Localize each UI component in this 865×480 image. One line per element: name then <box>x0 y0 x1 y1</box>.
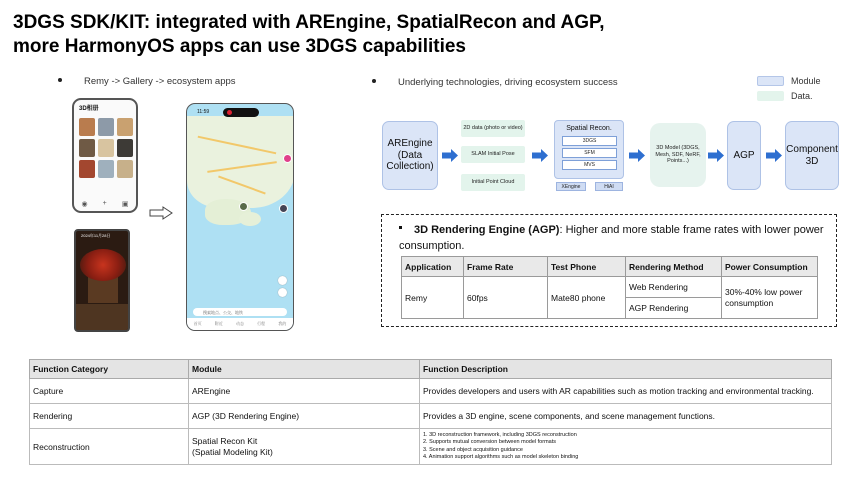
func-module-name: Spatial Recon Kit <box>192 435 258 446</box>
agp-label: 3D Rendering Engine (AGP) <box>414 224 560 236</box>
component-3d-module: Component 3D <box>785 121 839 190</box>
func-cell-category: Reconstruction <box>30 429 189 465</box>
legend-module-label: Module <box>791 76 821 86</box>
title-line-2: more HarmonyOS apps can use 3DGS capabilities <box>13 36 466 57</box>
photo-flowers <box>80 249 126 281</box>
thumbnail <box>98 160 114 178</box>
bullet-dot-icon <box>58 78 62 82</box>
sr-item-mvs: MVS <box>562 160 617 170</box>
list-item: 1. 3D reconstruction framework, including 3DGS reconstruction <box>423 431 577 438</box>
slide-title <box>13 11 853 59</box>
right-bullet: Underlying technologies, driving ecosystem success <box>372 77 618 88</box>
agp-cell-test-phone: Mate80 phone <box>548 277 626 319</box>
left-bullet: Remy -> Gallery -> ecosystem apps <box>58 76 236 87</box>
table-row <box>30 404 832 429</box>
agp-table-header-row <box>402 257 818 277</box>
map-island <box>239 212 261 226</box>
func-cell-description: Provides developers and users with AR capabilities such as motion tracking and environmental tracking. <box>420 379 832 404</box>
table-row <box>30 429 832 465</box>
tab-feed[interactable]: 动态 <box>235 321 244 326</box>
func-header-module: Module <box>189 360 420 379</box>
right-arrow-icon <box>149 206 173 220</box>
flow-arrow-icon <box>442 149 458 162</box>
flow-arrow-icon <box>766 149 782 162</box>
agp-header-application: Application <box>402 257 464 277</box>
func-cell-module: AREngine <box>189 379 420 404</box>
thumbnail <box>79 160 95 178</box>
legend-data-label: Data. <box>791 91 813 101</box>
arengine-module: AREngine (Data Collection) <box>382 121 438 190</box>
gallery-thumbnail-grid <box>79 118 133 178</box>
bullet-dot-icon <box>372 79 376 83</box>
map-phone-mockup <box>186 103 294 331</box>
gallery-title: 3D相册 <box>79 106 99 112</box>
thumbnail <box>117 118 133 136</box>
agp-description <box>399 222 829 254</box>
table-row <box>402 277 818 298</box>
legend-data-swatch <box>757 91 784 101</box>
agp-cell-web-rendering: Web Rendering <box>626 277 722 298</box>
func-cell-category: Rendering <box>30 404 189 429</box>
camera-notch <box>223 108 259 117</box>
status-time: 11:59 <box>197 109 210 115</box>
agp-text: : Higher and more stable frame rates with lower power consumption. <box>399 224 824 252</box>
tab-nearby[interactable]: 附近 <box>214 321 223 326</box>
thumbnail <box>98 118 114 136</box>
agp-cell-application: Remy <box>402 277 464 319</box>
func-cell-description <box>420 429 832 465</box>
bullet-square-icon <box>399 226 402 229</box>
list-item: 3. Scene and object acquisition guidance <box>423 446 523 453</box>
map-pin-icon[interactable] <box>279 204 288 213</box>
tag-hiai: HiAI <box>595 182 623 191</box>
agp-module: AGP <box>727 121 761 190</box>
tag-xengine: XEngine <box>556 182 586 191</box>
func-cell-description: Provides a 3D engine, scene components, and scene management functions. <box>420 404 832 429</box>
tab-trip[interactable]: 行程 <box>257 321 266 326</box>
photo-caption: 2024年11月28日 <box>81 233 111 238</box>
tab-home[interactable]: 首页 <box>193 321 202 326</box>
agp-cell-power: 30%-40% low power consumption <box>722 277 818 319</box>
list-item: 2. Supports mutual conversion between model formats <box>423 439 556 445</box>
thumbnail <box>79 118 95 136</box>
camera-icon: ◉ <box>81 201 88 208</box>
func-cell-module: AGP (3D Rendering Engine) <box>189 404 420 429</box>
sr-item-3dgs: 3DGS <box>562 136 617 146</box>
agp-cell-agp-rendering: AGP Rendering <box>626 298 722 319</box>
thumbnail <box>117 139 133 157</box>
agp-header-power: Power Consumption <box>722 257 818 277</box>
gallery-toolbar <box>74 200 136 208</box>
thumbnail <box>117 160 133 178</box>
map-tab-bar <box>187 318 293 330</box>
func-module-subname: (Spatial Modeling Kit) <box>192 446 273 457</box>
agp-header-frame-rate: Frame Rate <box>464 257 548 277</box>
agp-cell-frame-rate: 60fps <box>464 277 548 319</box>
layers-icon[interactable] <box>278 288 287 297</box>
function-table <box>29 359 832 465</box>
table-row <box>30 379 832 404</box>
plus-icon: + <box>102 200 107 207</box>
legend-module-swatch <box>757 76 784 86</box>
data-point-cloud: Initial Point Cloud <box>461 174 525 191</box>
gallery-phone-mockup <box>72 98 138 213</box>
data-3d-model: 3D Model (3DGS, Mesh, SDF, NeRF, Points...) <box>650 123 706 187</box>
flow-arrow-icon <box>708 149 724 162</box>
flow-arrow-icon <box>532 149 548 162</box>
title-line-1: 3DGS SDK/KIT: integrated with AREngine, SpatialRecon and AGP, <box>13 12 605 33</box>
photo-floor <box>76 304 128 330</box>
func-header-description: Function Description <box>420 360 832 379</box>
box-icon: ▣ <box>121 201 129 208</box>
agp-header-test-phone: Test Phone <box>548 257 626 277</box>
locate-icon[interactable] <box>278 276 287 285</box>
thumbnail <box>79 139 95 157</box>
agp-comparison-table <box>401 256 818 319</box>
photo-phone-mockup <box>74 229 130 332</box>
func-cell-module <box>189 429 420 465</box>
flow-arrow-icon <box>629 149 645 162</box>
spatial-recon-label: Spatial Recon. <box>566 125 612 132</box>
thumbnail <box>98 139 114 157</box>
agp-header-rendering-method: Rendering Method <box>626 257 722 277</box>
map-land <box>187 116 294 208</box>
list-item: 4. Animation support algorithms such as model skeleton binding <box>423 454 579 460</box>
sr-item-sfm: SFM <box>562 148 617 158</box>
map-search-input[interactable]: 搜索地点、公交、地铁 <box>193 308 287 316</box>
data-slam: SLAM Initial Pose <box>461 146 525 163</box>
map-pin-icon[interactable] <box>239 202 248 211</box>
func-cell-category: Capture <box>30 379 189 404</box>
function-table-header-row <box>30 360 832 379</box>
tab-me[interactable]: 我的 <box>278 321 287 326</box>
func-header-category: Function Category <box>30 360 189 379</box>
data-2d: 2D data (photo or video) <box>461 120 525 137</box>
map-pin-icon[interactable] <box>283 154 292 163</box>
